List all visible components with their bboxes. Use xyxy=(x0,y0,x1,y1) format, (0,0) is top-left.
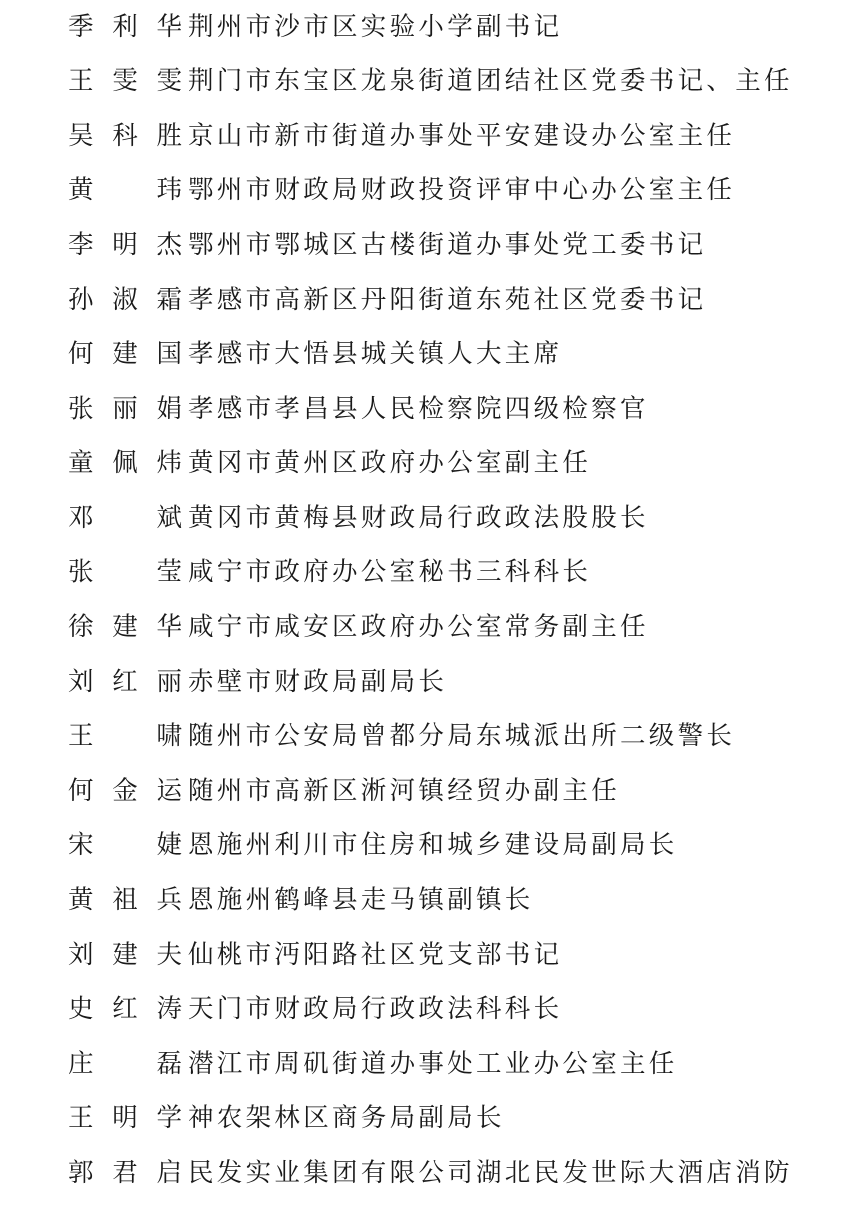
list-item xyxy=(68,491,838,546)
list-item xyxy=(68,164,838,219)
list-item xyxy=(68,710,838,765)
list-item xyxy=(68,382,838,437)
list-item xyxy=(68,218,838,273)
person-affiliation: 天门市财政局行政政法科科长 xyxy=(188,994,563,1025)
person-name: 徐建华 xyxy=(68,612,186,643)
person-affiliation: 黄冈市黄州区政府办公室副主任 xyxy=(188,448,592,479)
list-item xyxy=(68,328,838,383)
person-affiliation: 鄂州市财政局财政投资评审中心办公室主任 xyxy=(188,175,736,206)
person-affiliation: 荆门市东宝区龙泉街道团结社区党委书记、主任 xyxy=(188,66,793,97)
list-item xyxy=(68,109,838,164)
person-name: 李明杰 xyxy=(68,229,186,260)
list-item xyxy=(68,601,838,656)
person-name: 童佩炜 xyxy=(68,448,186,479)
person-name: 张丽娟 xyxy=(68,393,186,424)
person-name: 张 莹 xyxy=(68,557,186,588)
person-affiliation: 咸宁市政府办公室秘书三科科长 xyxy=(188,557,592,588)
person-affiliation: 京山市新市街道办事处平安建设办公室主任 xyxy=(188,120,736,151)
list-item xyxy=(68,1146,838,1201)
person-affiliation: 孝感市孝昌县人民检察院四级检察官 xyxy=(188,393,649,424)
person-affiliation: 随州市高新区淅河镇经贸办副主任 xyxy=(188,775,621,806)
person-name: 黄 玮 xyxy=(68,175,186,206)
person-affiliation: 恩施州利川市住房和城乡建设局副局长 xyxy=(188,830,678,861)
person-name: 王 啸 xyxy=(68,721,186,752)
list-item xyxy=(68,1037,838,1092)
person-name: 吴科胜 xyxy=(68,120,186,151)
person-name: 何金运 xyxy=(68,775,186,806)
person-name: 王雯雯 xyxy=(68,66,186,97)
person-name: 庄 磊 xyxy=(68,1048,186,1079)
person-name: 宋 婕 xyxy=(68,830,186,861)
list-item xyxy=(68,764,838,819)
person-affiliation: 孝感市大悟县城关镇人大主席 xyxy=(188,339,563,370)
awardee-list xyxy=(68,0,838,1201)
person-name: 季利华 xyxy=(68,11,186,42)
list-item xyxy=(68,1092,838,1147)
person-affiliation: 荆州市沙市区实验小学副书记 xyxy=(188,11,563,42)
list-item xyxy=(68,655,838,710)
person-affiliation: 鄂州市鄂城区古楼街道办事处党工委书记 xyxy=(188,229,707,260)
person-affiliation: 潜江市周矶街道办事处工业办公室主任 xyxy=(188,1048,678,1079)
list-item xyxy=(68,928,838,983)
person-affiliation: 赤壁市财政局副局长 xyxy=(188,666,448,697)
person-affiliation: 仙桃市沔阳路社区党支部书记 xyxy=(188,939,563,970)
person-affiliation: 咸宁市咸安区政府办公室常务副主任 xyxy=(188,612,649,643)
list-item xyxy=(68,546,838,601)
person-affiliation: 恩施州鹤峰县走马镇副镇长 xyxy=(188,885,534,916)
person-name: 史红涛 xyxy=(68,994,186,1025)
person-name: 黄祖兵 xyxy=(68,885,186,916)
list-item xyxy=(68,0,838,55)
list-item xyxy=(68,273,838,328)
list-item xyxy=(68,819,838,874)
list-item xyxy=(68,983,838,1038)
person-affiliation: 神农架林区商务局副局长 xyxy=(188,1103,505,1134)
person-name: 郭君启 xyxy=(68,1158,186,1189)
person-name: 邓 斌 xyxy=(68,502,186,533)
person-affiliation: 黄冈市黄梅县财政局行政政法股股长 xyxy=(188,502,649,533)
list-item xyxy=(68,437,838,492)
list-item xyxy=(68,55,838,110)
person-affiliation: 随州市公安局曾都分局东城派出所二级警长 xyxy=(188,721,736,752)
person-affiliation: 孝感市高新区丹阳街道东苑社区党委书记 xyxy=(188,284,707,315)
person-affiliation: 民发实业集团有限公司湖北民发世际大酒店消防 xyxy=(188,1158,793,1189)
person-name: 孙淑霜 xyxy=(68,284,186,315)
person-name: 何建国 xyxy=(68,339,186,370)
person-name: 刘红丽 xyxy=(68,666,186,697)
person-name: 刘建夫 xyxy=(68,939,186,970)
list-item xyxy=(68,874,838,929)
person-name: 王明学 xyxy=(68,1103,186,1134)
